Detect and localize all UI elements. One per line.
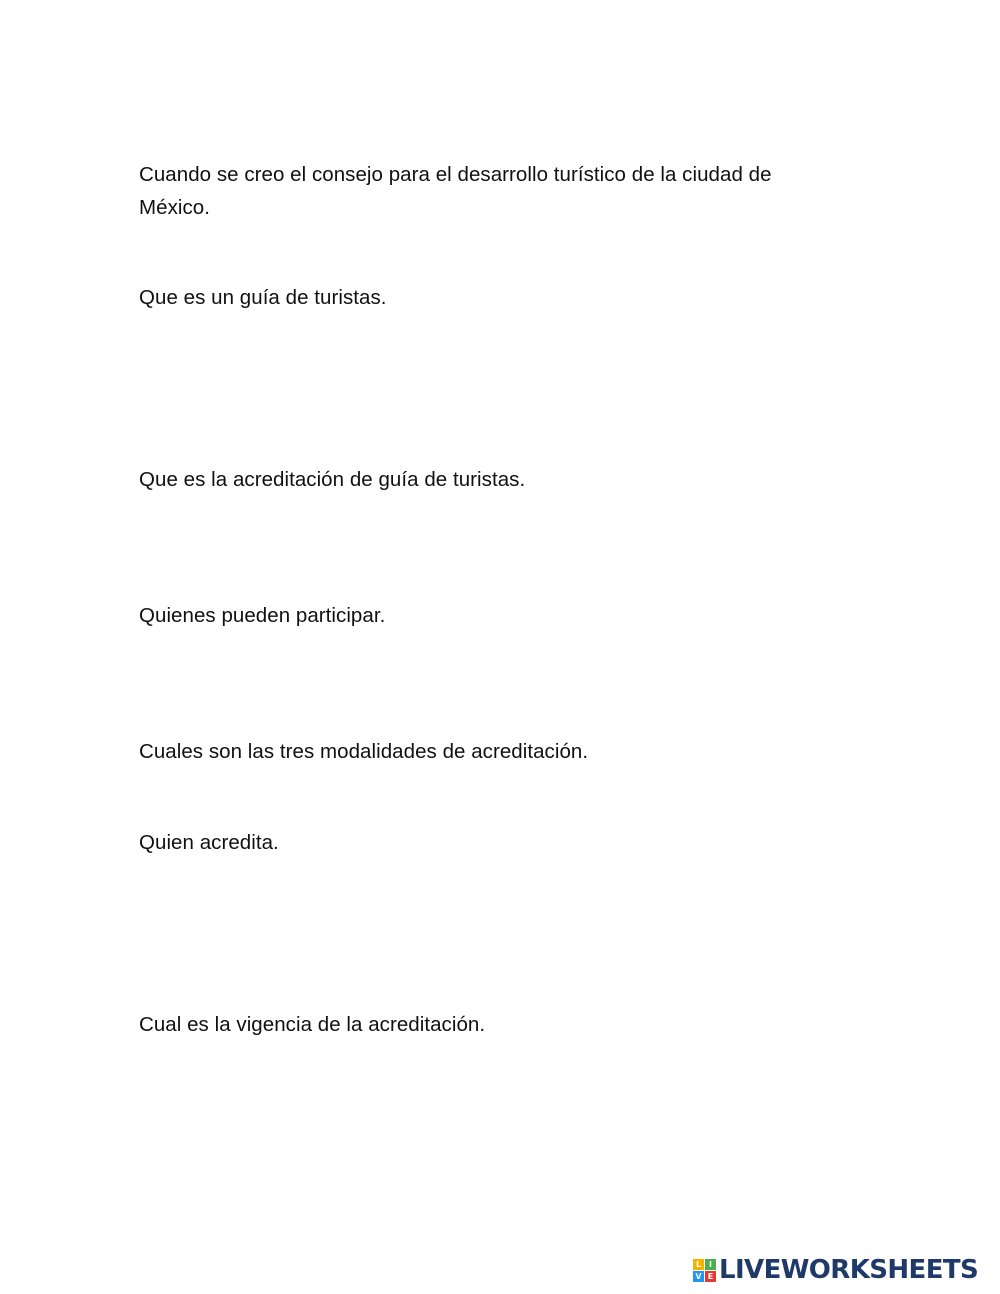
logo-letter-l: L — [693, 1259, 704, 1270]
question-1: Cuando se creo el consejo para el desarrollo turístico de la ciudad de México. — [139, 163, 772, 219]
question-7: Cual es la vigencia de la acreditación. — [139, 1013, 486, 1036]
brand-name: LIVEWORKSHEETS — [719, 1255, 979, 1285]
question-4: Quienes pueden participar. — [139, 604, 386, 627]
question-3: Que es la acreditación de guía de turistas. — [139, 468, 526, 491]
liveworksheets-logo-icon — [693, 1259, 716, 1282]
logo-letter-e: E — [705, 1271, 716, 1282]
liveworksheets-brand — [693, 1255, 978, 1285]
logo-letter-i: I — [705, 1259, 716, 1270]
question-6: Quien acredita. — [139, 831, 279, 854]
logo-letter-v: V — [693, 1271, 704, 1282]
question-5: Cuales son las tres modalidades de acreditación. — [139, 740, 589, 763]
question-2: Que es un guía de turistas. — [139, 286, 387, 309]
